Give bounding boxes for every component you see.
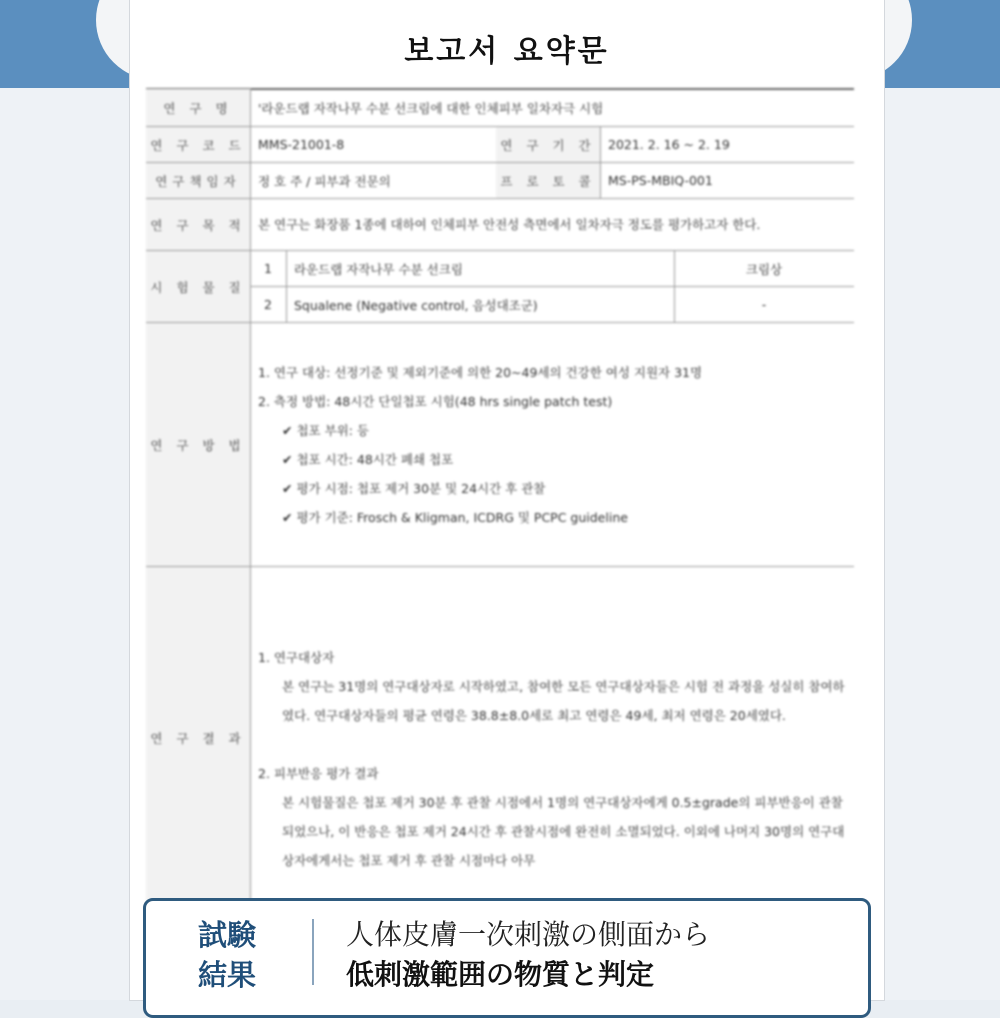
protocol-label: 프 로 토 콜 [496, 163, 600, 198]
study-name-value: '라운드랩 자작나무 수분 선크림에 대한 인체피부 일차자극 시험 [258, 100, 604, 116]
investigator-value: 정 호 주 / 피부과 전문의 [258, 173, 391, 189]
background-decor-left [0, 0, 132, 88]
period-label: 연 구 기 간 [496, 127, 600, 162]
banner-text-line1: 人体皮膚一次刺激の側面から [346, 918, 711, 951]
material-1-form: 크림상 [745, 261, 783, 277]
banner-label-line: 結果 [198, 958, 257, 992]
investigator-label: 연구책임자 [146, 163, 250, 198]
result-content [258, 643, 848, 875]
table-rule [146, 322, 854, 323]
code-value: MMS-21001-8 [258, 137, 345, 152]
purpose-value: 본 연구는 화장품 1종에 대하여 인체피부 안전성 측면에서 일차자극 정도를 평가하고자 한다. [258, 216, 761, 232]
purpose-label: 연 구 목 적 [146, 199, 250, 250]
method-check-item: ✔ 평가 기준: Frosch & Kligman, ICDRG 및 PCPC guideline [282, 510, 628, 525]
method-check-item: ✔ 첩포 시간: 48시간 폐쇄 첩포 [282, 452, 454, 467]
method-line: 1. 연구 대상: 선정기준 및 제외기준에 의한 20~49세의 건강한 여성 지원자 31명 [258, 365, 703, 380]
material-2-form: - [761, 297, 767, 312]
result-paragraph: 본 시험물질은 첩포 제거 30분 후 관찰 시점에서 1명의 연구대상자에게 0.5±grade의 피부반응이 관찰되었으나, 이 반응은 첩포 제거 24시간 후 관찰시점에 완전히 소멸되었다. 이외에 나머지 30명의 연구대상자에게서는 첩포 제거 후 관찰 시점마다 아무 [282, 795, 845, 868]
banner-label-line: 試験 [198, 918, 257, 952]
materials-label: 시 험 물 질 [146, 251, 250, 322]
banner-divider [312, 919, 314, 985]
banner-label [198, 915, 256, 995]
method-check-item: ✔ 평가 시점: 첩포 제거 30분 및 24시간 후 관찰 [282, 481, 546, 496]
period-value: 2021. 2. 16 ~ 2. 19 [608, 137, 730, 152]
table-rule [146, 566, 854, 567]
material-2-name: Squalene (Negative control, 음성대조군) [294, 297, 538, 313]
result-paragraph: 본 연구는 31명의 연구대상자로 시작하였고, 참여한 모든 연구대상자들은 시험 전 과정을 성실히 참여하였다. 연구대상자들의 평균 연령은 38.8±8.0세로 최고 연령은 49세, 최저 연령은 20세였다. [282, 679, 845, 723]
material-2-no: 2 [264, 297, 272, 312]
method-line: 2. 측정 방법: 48시간 단일첩포 시험(48 hrs single patch test) [258, 394, 613, 409]
method-label: 연 구 방 법 [146, 323, 250, 566]
result-heading: 1. 연구대상자 [258, 650, 335, 665]
report-title: 보고서 요약문 [404, 34, 610, 69]
material-1-no: 1 [264, 261, 272, 276]
material-1-name: 라운드랩 자작나무 수분 선크림 [294, 261, 463, 277]
method-check-item: ✔ 첩포 부위: 등 [282, 423, 369, 438]
test-result-banner [143, 898, 871, 1018]
banner-text-line2: 低刺激範囲の物質と判定 [346, 958, 655, 991]
summary-table [146, 88, 854, 908]
background-decor-right [882, 0, 1000, 88]
method-content [258, 358, 848, 532]
study-name-label: 연 구 명 [146, 89, 250, 126]
result-label: 연 구 결 과 [146, 567, 250, 908]
protocol-value: MS-PS-MBIQ-001 [608, 173, 713, 188]
code-label: 연 구 코 드 [146, 127, 250, 162]
result-heading: 2. 피부반응 평가 결과 [258, 766, 379, 781]
